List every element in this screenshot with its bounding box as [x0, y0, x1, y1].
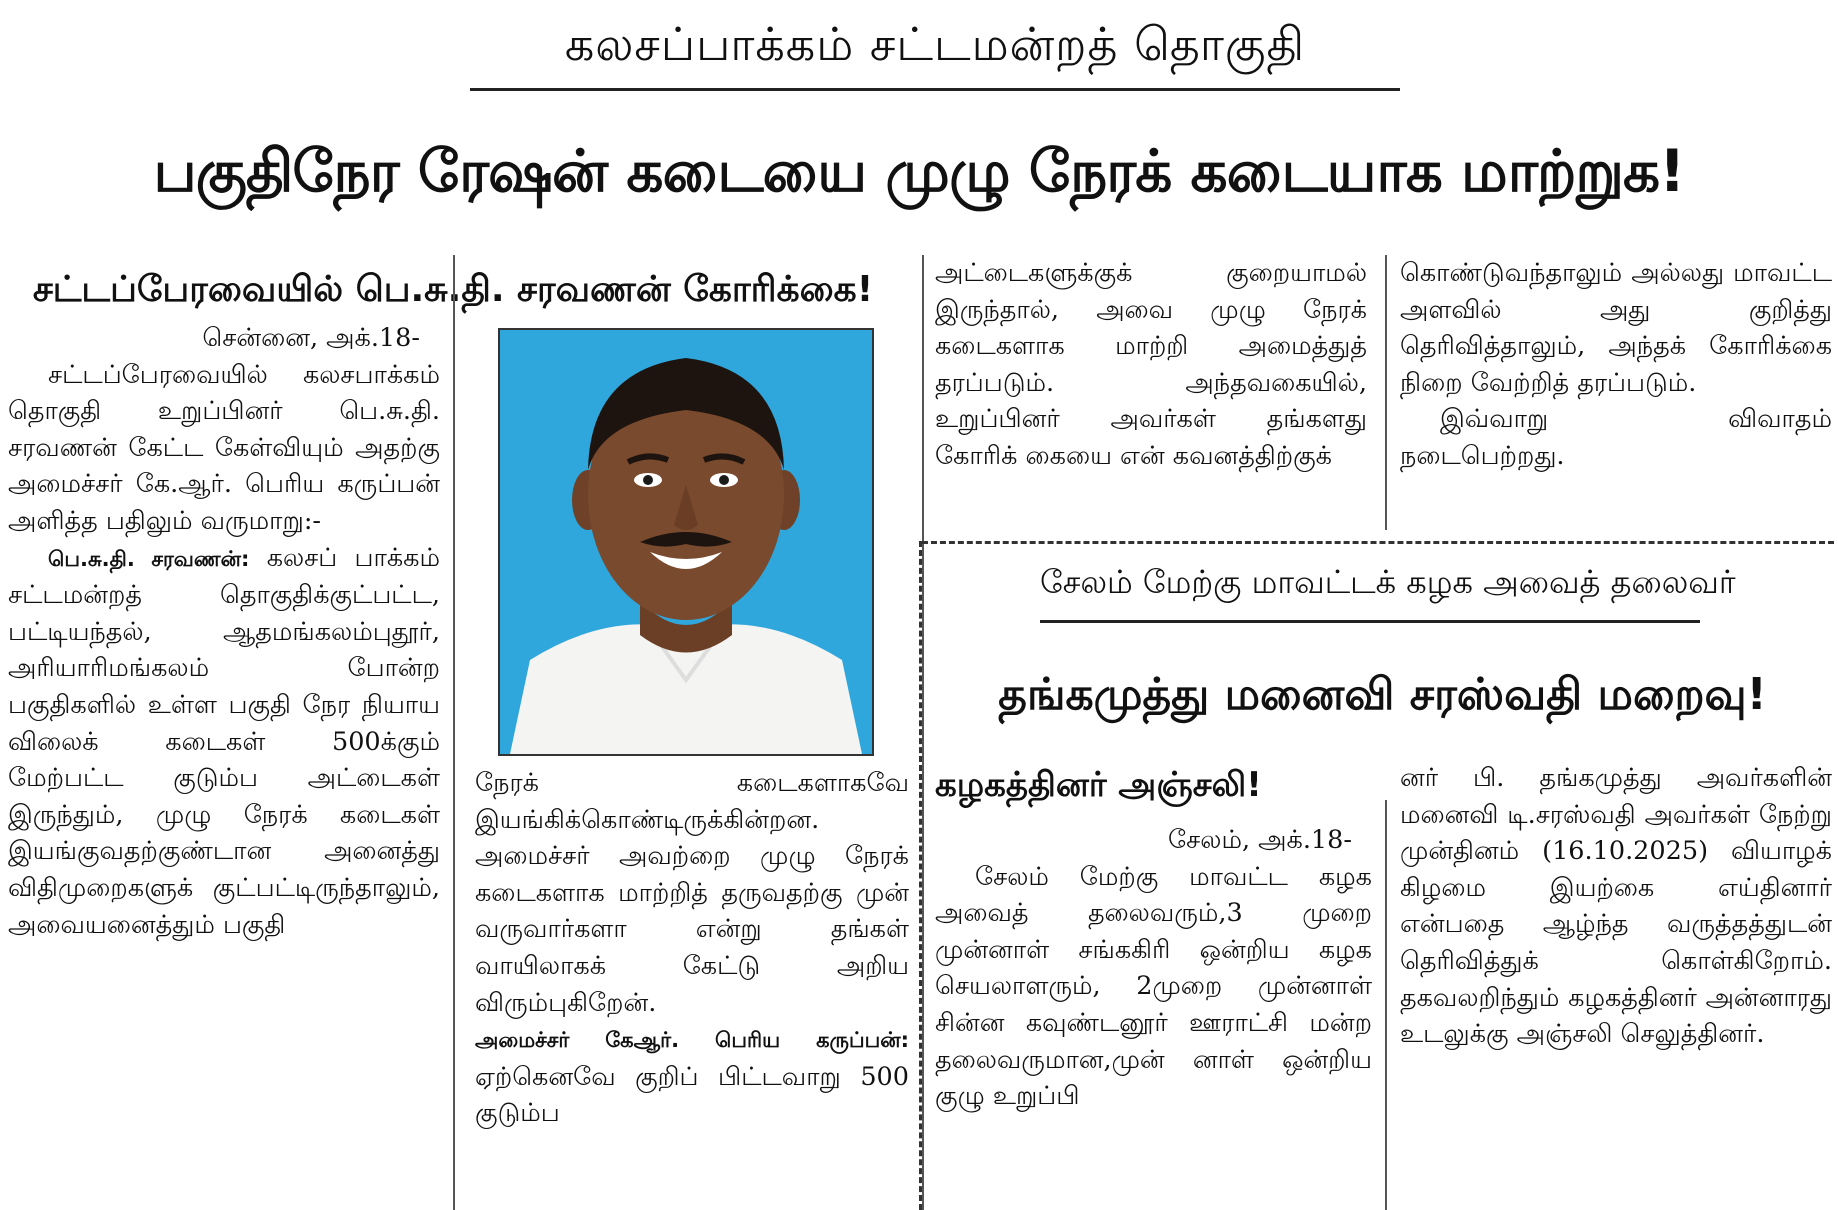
article-kicker: கலசப்பாக்கம் சட்டமன்றத் தொகுதி — [564, 17, 1306, 71]
main-headline: பகுதிநேர ரேஷன் கடையை முழு நேரக் கடையாக மாற்றுக! — [153, 137, 1685, 205]
obituary-text-continued: னர் பி. தங்கமுத்து அவர்களின் மனைவி டி.சரஸ்வதி அவர்கள் நேற்று முன்தினம் (16.10.2025) வியாழக் கிழமை இயற்கை எய்தினார் என்பதை ஆழ்ந்த வருத்தத்துடன் தெரிவித்துக் கொள்கிறோம். தகவலறிந்தும் கழகத்தினர் அன்னாரது உடலுக்கு அஞ்சலி செலுத்தினர். — [1400, 763, 1832, 1050]
box-border-top — [922, 541, 1834, 544]
article-subheadline: சட்டப்பேரவையில் பெ.சு.தி. சரவணன் கோரிக்கை! — [32, 269, 874, 310]
article-column-6 — [1400, 760, 1832, 1205]
article-subheadline: கழகத்தினர் அஞ்சலி! — [935, 765, 1262, 805]
kicker-underline — [1040, 620, 1700, 623]
box-border-left — [919, 541, 922, 1210]
article-column-3 — [935, 255, 1367, 530]
article-column-4 — [1400, 255, 1832, 530]
article-column-1 — [8, 320, 440, 1205]
closing-line: இவ்வாறு விவாதம் நடைபெற்றது. — [1400, 404, 1832, 471]
portrait-image — [500, 330, 872, 754]
intro-paragraph: சட்டப்பேரவையில் கலசபாக்கம் தொகுதி உறுப்பினர் பெ.சு.தி. சரவணன் கேட்ட கேள்வியும் அதற்கு அமைச்சர் கே.ஆர். பெரிய கருப்பன் அளித்த பதிலும் வருமாறு:- — [8, 359, 440, 536]
column-divider — [922, 255, 924, 1210]
article-headline: தங்கமுத்து மனைவி சரஸ்வதி மறைவு! — [998, 669, 1767, 720]
article-column-2 — [475, 765, 909, 1205]
portrait-photo — [498, 328, 874, 756]
article-column-5 — [935, 822, 1372, 1207]
column-divider — [1385, 255, 1387, 530]
answer-text-continued: அட்டைகளுக்குக் குறையாமல் இருந்தால், அவை முழு நேரக் கடைகளாக மாற்றி அமைத்துத் தரப்படும். அந்தவகையில், உறுப்பினர் அவர்கள் தங்களது கோரிக் கையை என் கவனத்திற்குக் — [935, 258, 1367, 471]
article-kicker: சேலம் மேற்கு மாவட்டக் கழக அவைத் தலைவர் — [1040, 563, 1736, 601]
column-divider — [453, 255, 455, 1210]
speaker-label: பெ.சு.தி. சரவணன்: — [48, 546, 250, 571]
answer-text: ஏற்கெனவே குறிப் பிட்டவாறு 500 குடும்ப — [475, 1061, 909, 1129]
obituary-text: சேலம் மேற்கு மாவட்ட கழக அவைத் தலைவரும்,3 முறை முன்னாள் சங்ககிரி ஒன்றிய கழக செயலாளரும், 2முறை முன்னாள் சின்ன கவுண்டனூர் ஊராட்சி மன்ற தலைவருமான,முன் னாள் ஒன்றிய குழு உறுப்பி — [935, 861, 1372, 1112]
kicker-underline — [470, 88, 1400, 91]
dateline: சென்னை, அக்.18- — [202, 323, 420, 353]
question-text-continued: நேரக் கடைகளாகவே இயங்கிக்கொண்டிருக்கின்றன. அமைச்சர் அவற்றை முழு நேரக் கடைகளாக மாற்றித் தருவதற்கு முன் வருவார்களா என்று தங்கள் வாயிலாகக் கேட்டு அறிய விரும்புகிறேன். — [475, 768, 909, 1018]
answer-text-continued: கொண்டுவந்தாலும் அல்லது மாவட்ட அளவில் அது குறித்து தெரிவித்தாலும், அந்தக் கோரிக்கை நிறை வேற்றித் தரப்படும். — [1400, 258, 1832, 398]
speaker-label: அமைச்சர் கேஆர். பெரிய கருப்பன்: — [475, 1028, 909, 1053]
question-text: கலசப் பாக்கம் சட்டமன்றத் தொகுதிக்குட்பட்ட, பட்டியந்தல், ஆதமங்கலம்புதூர், அரியாரிமங்கலம் போன்ற பகுதிகளில் உள்ள பகுதி நேர நியாய விலைக் கடைகள் 500க்கும் மேற்பட்ட குடும்ப அட்டைகள் இருந்தும், முழு நேரக் கடைகள் இயங்குவதற்குண்டான அனைத்து விதிமுறைகளுக் குட்பட்டிருந்தாலும், அவையனைத்தும் பகுதி — [8, 542, 440, 940]
column-divider — [1385, 800, 1387, 1210]
dateline: சேலம், அக்.18- — [1168, 825, 1352, 855]
